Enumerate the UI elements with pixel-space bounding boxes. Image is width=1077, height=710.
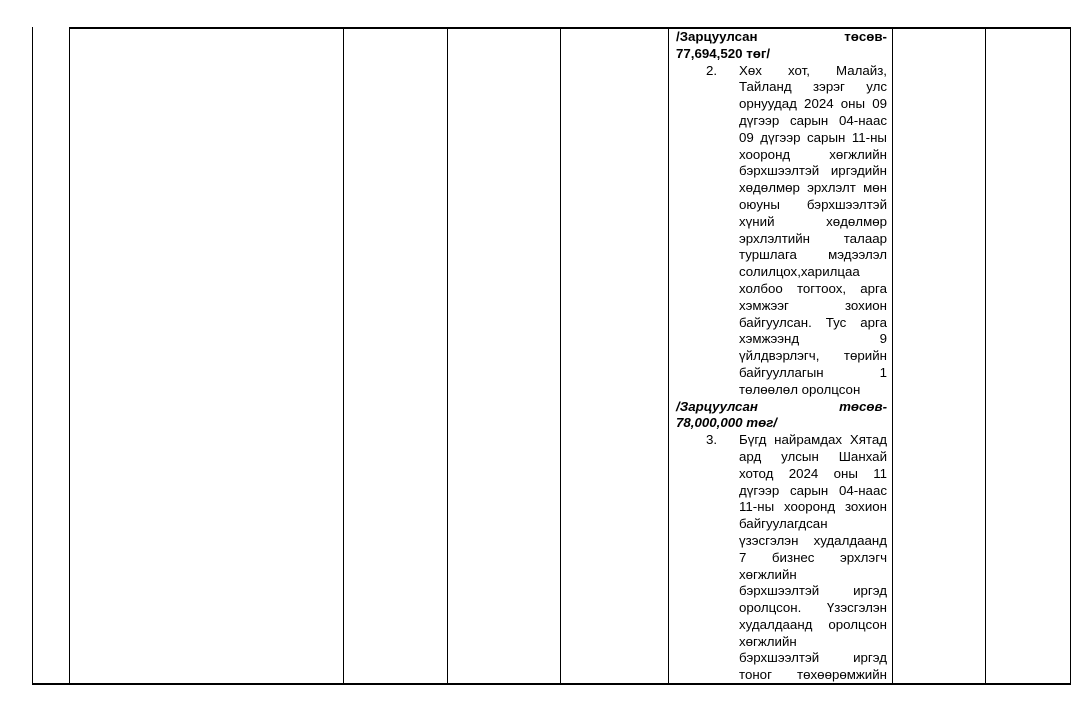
text-line: 09 дүгээр сарын 11-ны [739,129,887,145]
text-line: хэмжээнд 9 [739,331,887,347]
list-item-body [739,63,887,399]
text-line: хүний хөдөлмөр [739,213,887,229]
text-line: бэрхшээлтэй иргэд [739,650,887,666]
table-top-border [70,27,1071,29]
text-line: хэмжээг зохион [739,297,887,313]
table-cell-col8 [986,27,1071,683]
text-line: дүгээр сарын 04-наас [739,482,887,498]
text-line: төлөөлөл оролцсон [739,381,861,397]
text-line: хөдөлмөр эрхлэлт мөн [739,180,887,196]
text-line: 7 бизнес эрхлэгч [739,549,887,565]
text-line: хооронд хөгжлийн [739,146,887,162]
text-line: хөгжлийн [739,633,797,649]
budget-note-1 [676,29,887,63]
table [32,27,1071,685]
text-line: холбоо тогтоох, арга [739,280,887,296]
text-line: худалдаанд оролцсон [739,616,887,632]
text-line: байгууллагын 1 [739,364,887,380]
table-cell-col3 [344,27,448,683]
text-line: 11-ны хооронд зохион [739,499,887,515]
text-line: ард улсын Шанхай [739,448,887,464]
text-line: 77,694,520 төг/ [676,45,771,61]
text-line: хотод 2024 оны 11 [739,465,887,481]
text-line: үзэсгэлэн худалдаанд [739,532,887,548]
text-line: Тайланд зэрэг улс [739,79,887,95]
list-item-body [739,432,887,683]
text-line: Бүгд найрамдах Хятад [739,432,887,448]
text-line: солилцох,харилцаа [739,264,860,280]
text-line: 78,000,000 төг/ [676,415,777,431]
text-line: туршлага мэдээлэл [739,247,887,263]
text-line: байгуулсан. Тус арга [739,314,887,330]
text-line: бэрхшээлтэй иргэд [739,583,887,599]
text-line: байгуулагдсан [739,516,828,532]
text-line: /Зарцуулсан төсөв- [676,29,887,44]
text-cell-content [669,27,892,683]
list-number: 3. [706,432,718,448]
table-cell-col5 [561,27,669,683]
text-line: үйлдвэрлэгч, төрийн [739,348,887,364]
text-line: оюуны бэрхшээлтэй [739,196,887,212]
text-line: Хөх хот, Малайз, [739,62,887,78]
text-line: эрхлэлтийн талаар [739,230,887,246]
list-number: 2. [706,62,718,78]
text-line: бэрхшээлтэй иргэдийн [739,163,887,179]
text-line: /Зарцуулсан төсөв- [676,398,887,414]
table-cell-col1 [33,27,70,683]
text-line: дүгээр сарын 04-наас [739,112,887,128]
text-line: орнуудад 2024 оны 09 [739,96,887,112]
budget-note-2 [676,399,887,433]
text-line: оролцсон. Үзэсгэлэн [739,600,887,616]
table-cell-col4 [448,27,561,683]
text-line: хөгжлийн [739,566,797,582]
text-line: тоног төхөөрөмжийн [739,667,887,683]
list-item-2 [676,63,887,399]
table-cell-col2 [70,27,344,683]
list-item-3 [676,432,887,683]
table-cell-col7 [893,27,986,683]
table-cell-col6 [669,27,893,683]
